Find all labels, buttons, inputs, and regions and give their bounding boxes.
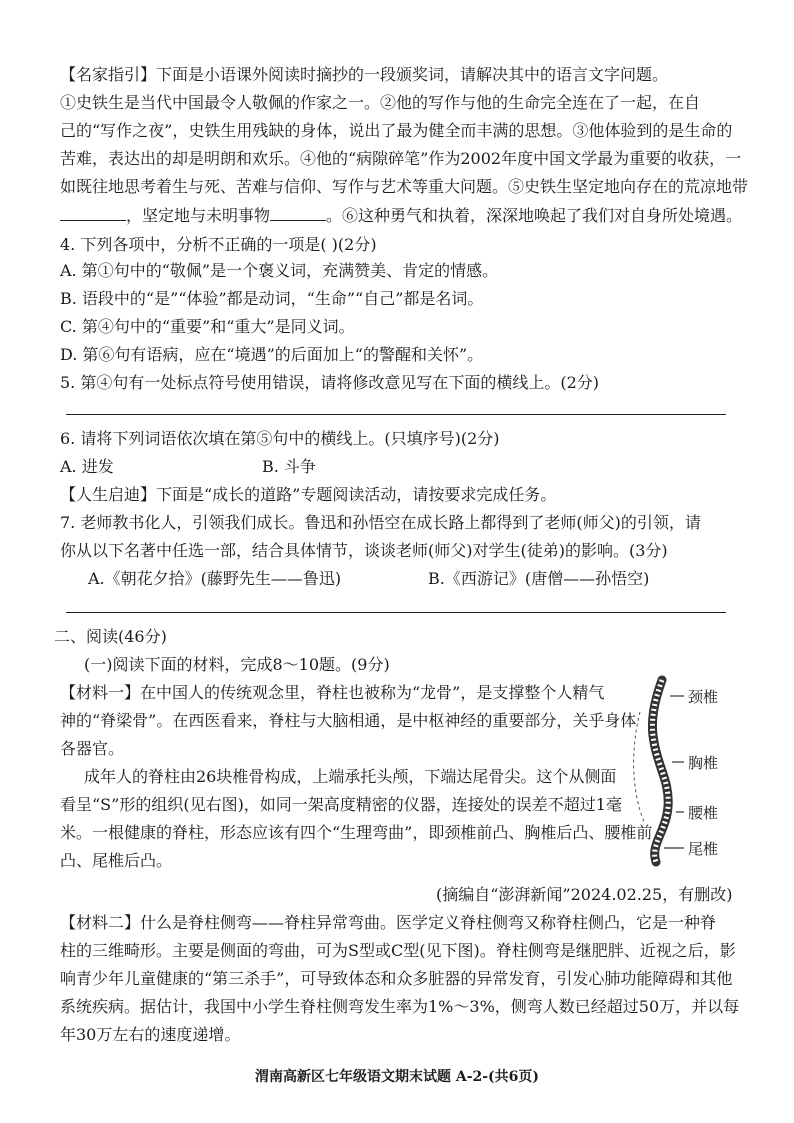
material-1-line: 神的“脊梁骨”。在西医看来，脊柱与大脑相通，是中枢神经的重要部分，关乎身体 — [60, 711, 637, 730]
question-5: 5. 第④句有一处标点符号使用错误，请将修改意见写在下面的横线上。(2分) — [60, 373, 600, 392]
fill-blank-2[interactable] — [270, 204, 326, 221]
intro-line: 【名家指引】下面是小语课外阅读时摘抄的一段颁奖词，请解决其中的语言文字问题。 — [60, 65, 669, 84]
question-4: 4. 下列各项中，分析不正确的一项是( )(2分) — [60, 235, 377, 254]
spine-label-neck: 颈椎 — [688, 688, 719, 706]
passage-line: 苦难，表达出的却是明朗和欢乐。④他的“病隙碎笔”作为2002年度中国文学最为重要的收获，一 — [60, 149, 742, 168]
material-1-line: 凸、尾椎后凸。 — [60, 851, 173, 870]
section-2-title: 二、阅读(46分) — [54, 627, 167, 646]
material-1-line: 看呈“S”形的组织(见右图)，如同一架高度精密的仪器，连接处的误差不超过1毫 — [60, 795, 622, 814]
question-4-option-d[interactable]: D. 第⑥句有语病，应在“境遇”的后面加上“的警醒和关怀”。 — [60, 345, 484, 364]
question-6-option-b: B. 斗争 — [262, 457, 316, 476]
material-1-line: 【材料一】在中国人的传统观念里，脊柱也被称为“龙骨”，是支撑整个人精气 — [60, 683, 605, 702]
passage-line: ①史铁生是当代中国最令人敬佩的作家之一。②他的写作与他的生命完全连在了一起，在自 — [60, 93, 701, 112]
answer-line-5[interactable] — [66, 414, 726, 415]
question-4-option-c[interactable]: C. 第④句中的“重要”和“重大”是同义词。 — [60, 317, 355, 336]
passage-line: 如既往地思考着生与死、苦难与信仰、写作与艺术等重大问题。⑤史铁生坚定地向存在的荒凉地带 — [60, 177, 749, 196]
answer-line-7[interactable] — [66, 612, 726, 613]
question-6: 6. 请将下列词语依次填在第⑤句中的横线上。(只填序号)(2分) — [60, 429, 500, 448]
question-6-option-a: A. 进发 — [60, 457, 114, 476]
material-2-line: 柱的三维畸形。主要是侧面的弯曲，可为S型或C型(见下图)。脊柱侧弯是继肥胖、近视之后，影 — [60, 941, 736, 960]
question-4-option-a[interactable]: A. 第①句中的“敬佩”是一个褒义词，充满赞美、肯定的情感。 — [60, 261, 499, 280]
subsection-1-title: (一)阅读下面的材料，完成8～10题。(9分) — [84, 655, 390, 674]
question-7-option-a: A.《朝花夕拾》(藤野先生——鲁迅) — [88, 569, 342, 588]
material-2-line: 系统疾病。据估计，我国中小学生脊柱侧弯发生率为1%～3%，侧弯人数已经超过50万，并以每 — [60, 997, 740, 1016]
passage-line-with-blanks: ，坚定地与未明事物 。⑥这种勇气和执着，深深地唤起了我们对自身所处境遇。 — [60, 204, 742, 227]
spine-label-chest: 胸椎 — [688, 754, 719, 772]
life-intro: 【人生启迪】下面是“成长的道路”专题阅读活动，请按要求完成任务。 — [60, 485, 557, 504]
source-note: (摘编自“澎湃新闻”2024.02.25，有删改) — [436, 885, 733, 904]
question-7: 7. 老师教书化人，引领我们成长。鲁迅和孙悟空在成长路上都得到了老师(师父)的引领，请 — [60, 513, 701, 532]
material-1-line: 各器官。 — [60, 739, 125, 758]
material-1-line: 米。一根健康的脊柱，形态应该有四个“生理弯曲”，即颈椎前凸、胸椎后凸、腰椎前 — [60, 823, 653, 842]
material-1-line: 成年人的脊柱由26块椎骨构成，上端承托头颅，下端达尾骨尖。这个从侧面 — [84, 767, 617, 786]
material-2-line: 响青少年儿童健康的“第三杀手”，可导致体态和众多脏器的异常发育，引发心肺功能障碍和其他 — [60, 969, 733, 988]
spine-label-waist: 腰椎 — [688, 804, 719, 822]
spine-label-tail: 尾椎 — [688, 840, 719, 858]
passage-line: 己的“写作之夜”，史铁生用残缺的身体，说出了最为健全而丰满的思想。③他体验到的是生命的 — [60, 121, 733, 140]
question-7-option-b: B.《西游记》(唐僧——孙悟空) — [428, 569, 650, 588]
spine-illustration — [610, 672, 760, 872]
question-7-cont: 你从以下名著中任选一部，结合具体情节，谈谈老师(师父)对学生(徒弟)的影响。(3分) — [60, 541, 668, 560]
material-2-line: 年30万左右的速度递增。 — [60, 1025, 241, 1044]
material-2-line: 【材料二】什么是脊柱侧弯——脊柱异常弯曲。医学定义脊柱侧弯又称脊柱侧凸，它是一种脊 — [60, 913, 717, 932]
page-footer: 渭南高新区七年级语文期末试题 A-2-(共6页) — [254, 1069, 540, 1085]
fill-blank-1[interactable] — [60, 204, 126, 221]
question-4-option-b[interactable]: B. 语段中的“是”“体验”都是动词，“生命”“自己”都是名词。 — [60, 289, 484, 308]
